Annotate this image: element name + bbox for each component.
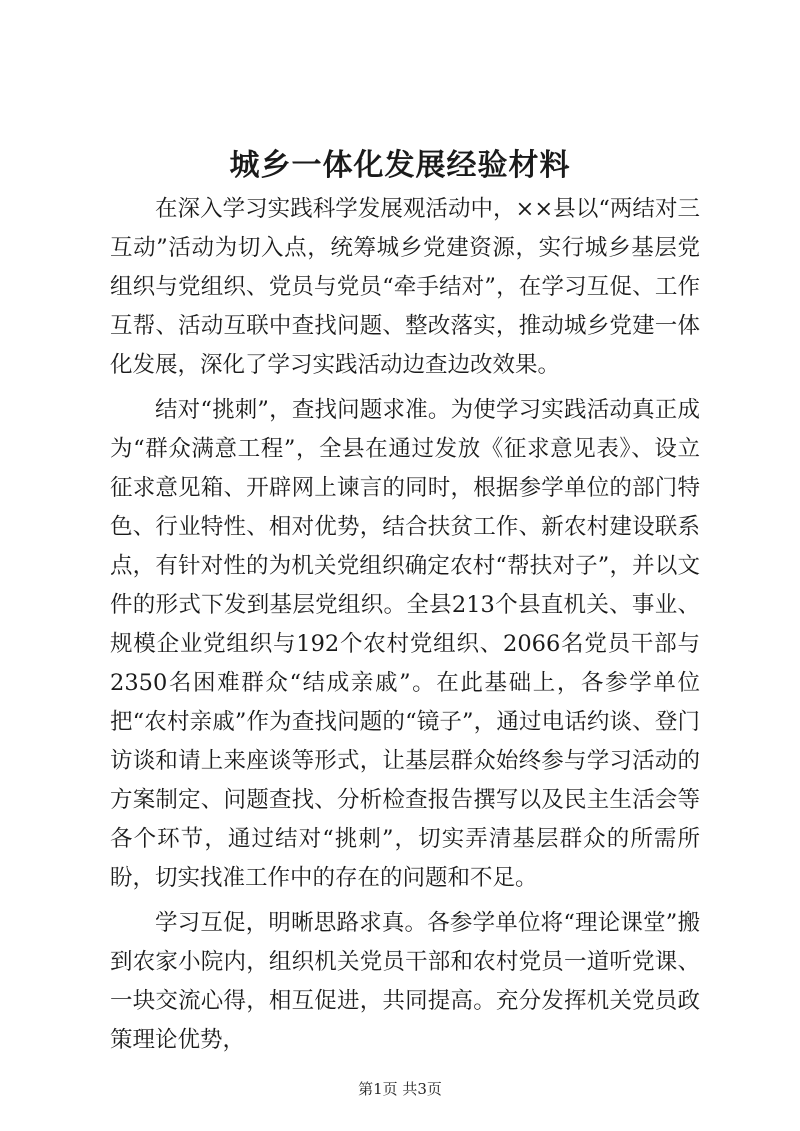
- document-body: [110, 190, 700, 1066]
- paragraph-learning: 学习互促，明晰思路求真。各参学单位将“理论课堂”搬到农家小院内，组织机关党员干部和农村党员一道听党课、一块交流心得，相互促进，共同提高。充分发挥机关党员政策理论优势，: [110, 910, 700, 1053]
- document-title: 城乡一体化发展经验材料: [229, 148, 571, 183]
- paragraph-intro: 在深入学习实践科学发展观活动中，××县以“两结对三互动”活动为切入点，统筹城乡党建资源，实行城乡基层党组织与党组织、党员与党员“牵手结对”，在学习互促、工作互帮、活动互联中查找问题、整改落实，推动城乡党建一体化发展，深化了学习实践活动边查边改效果。: [110, 196, 700, 378]
- paragraph-pairing: 结对“挑刺”，查找问题求准。为使学习实践活动真正成为“群众满意工程”，全县在通过发放《征求意见表》、设立征求意见箱、开辟网上谏言的同时，根据参学单位的部门特色、行业特性、相对优势，结合扶贫工作、新农村建设联系点，有针对性的为机关党组织确定农村“帮扶对子”，并以文件的形式下发到基层党组织。全县213个县直机关、事业、规模企业党组织与192个农村党组织、2066名党员干部与2350名困难群众“结成亲戚”。在此基础上，各参学单位把“农村亲戚”作为查找问题的“镜子”，通过电话约谈、登门访谈和请上来座谈等形式，让基层群众始终参与学习活动的方案制定、问题查找、分析检查报告撰写以及民主生活会等各个环节，通过结对“挑刺”，切实弄清基层群众的所需所盼，切实找准工作中的存在的问题和不足。: [110, 397, 700, 891]
- page-number-footer: 第1页 共3页: [358, 1080, 442, 1098]
